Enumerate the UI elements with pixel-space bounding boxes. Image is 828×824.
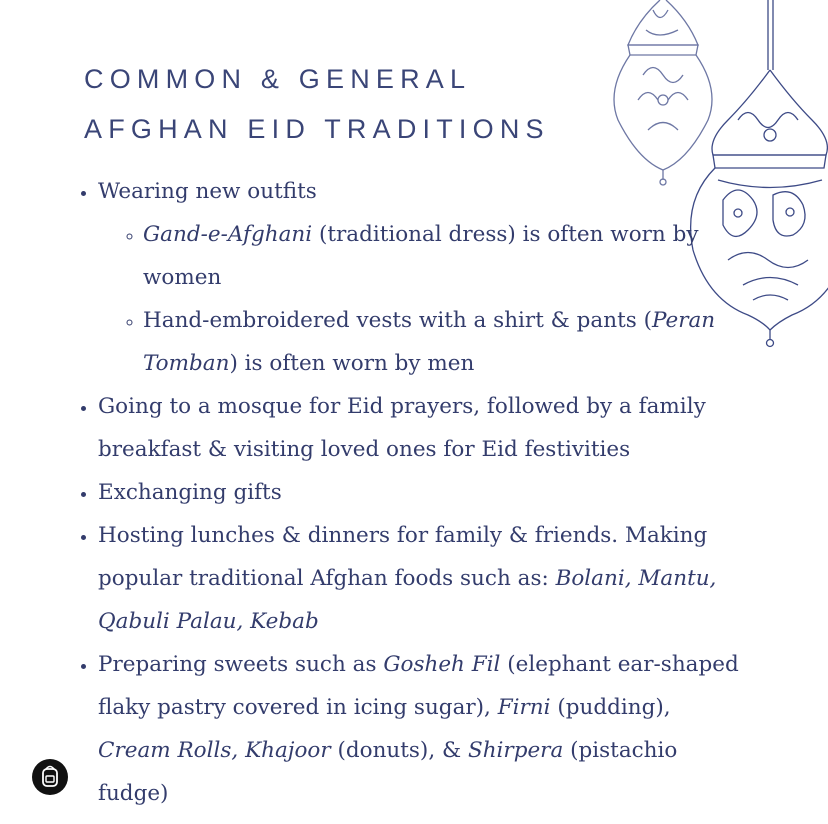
list-item: ◦ Gand-e-Afghani (traditional dress) is often worn by women (143, 213, 748, 299)
backpack-logo-icon (31, 758, 69, 796)
list-item: ◦ Hand-embroidered vests with a shirt & pants (Peran Tomban) is often worn by men (143, 299, 748, 385)
sub-list (98, 213, 748, 385)
list-item: • Going to a mosque for Eid prayers, followed by a family breakfast & visiting loved ones for Eid festivities (98, 385, 748, 471)
list-item: • Exchanging gifts (98, 471, 748, 514)
title-line-1: COMMON & GENERAL (84, 64, 472, 94)
page-title (84, 54, 550, 154)
list-item: • Wearing new outfits ◦ Gand-e-Afghani (traditional dress) is often worn by women ◦ Hand-embroidered vests with a shirt & pants (Peran Tomban) is often worn by men (98, 170, 748, 385)
title-line-2: AFGHAN EID TRADITIONS (84, 114, 550, 144)
list-item: • Preparing sweets such as Gosheh Fil (elephant ear-shaped flaky pastry covered in icing sugar), Firni (pudding), Cream Rolls, Khajoor (donuts), & Shirpera (pistachio fudge) (98, 643, 748, 815)
list-item: • Hosting lunches & dinners for family & friends. Making popular traditional Afghan foods such as: Bolani, Mantu, Qabuli Palau, Kebab (98, 514, 748, 643)
traditions-list (78, 170, 748, 815)
